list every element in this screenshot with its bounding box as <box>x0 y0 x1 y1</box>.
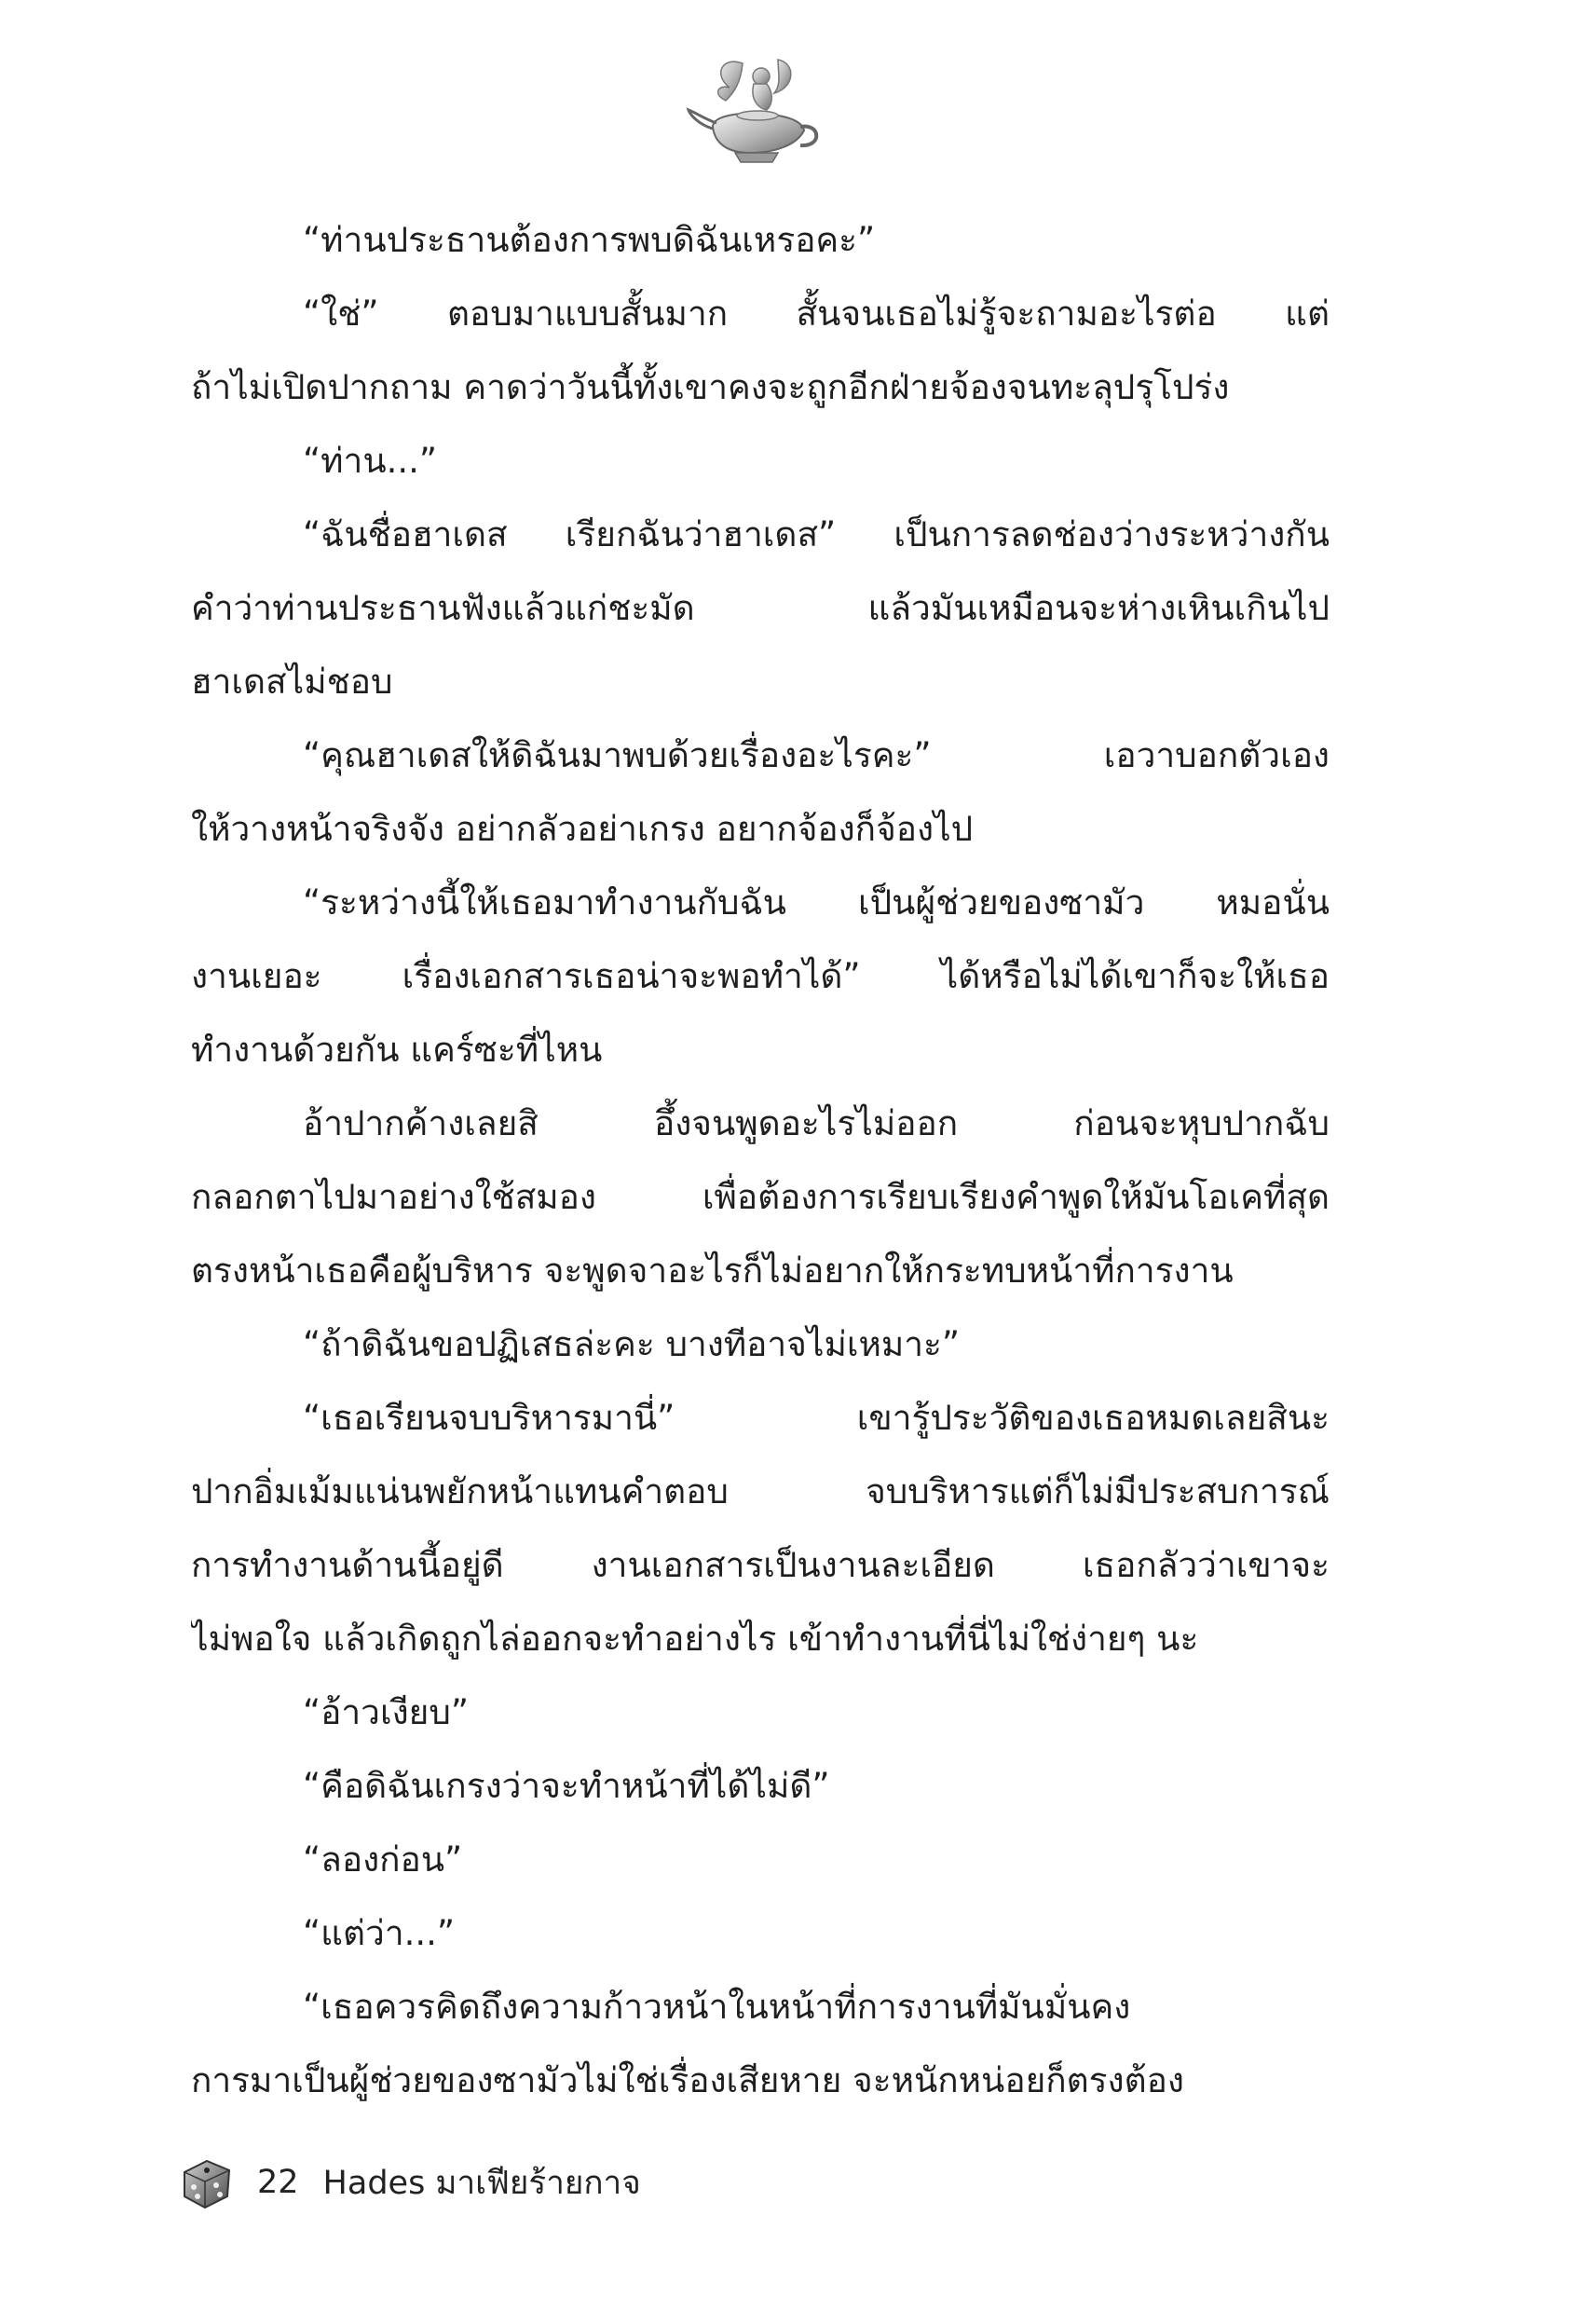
text-line: “ลองก่อน” <box>303 1839 463 1880</box>
text-line: ตรงหน้าเธอคือผู้บริหาร จะพูดจาอะไรก็ไม่อยากให้กระทบหน้าที่การงาน <box>191 1251 1234 1291</box>
book-title: Hades มาเฟียร้ายกาจ <box>322 2164 641 2202</box>
text-line: “คือดิฉันเกรงว่าจะทำหน้าที่ได้ไม่ดี” <box>303 1766 830 1806</box>
text-line: “เธอควรคิดถึงความก้าวหน้าในหน้าที่การงานที่มันมั่นคง <box>303 1987 1131 2027</box>
text-line: กลอกตาไปมาอย่างใช้สมอง เพื่อต้องการเรียบเรียงคำพูดให้มันโอเคที่สุด <box>191 1177 1330 1217</box>
text-line: “ท่าน...” <box>303 441 438 481</box>
cupid-teapot-ornament-icon <box>685 56 825 168</box>
text-line: “ระหว่างนี้ให้เธอมาทำงานกับฉัน เป็นผู้ช่วยของซามัว หมอนั่น <box>303 882 1330 923</box>
text-line: “คุณฮาเดสให้ดิฉันมาพบด้วยเรื่องอะไรคะ” เอวาบอกตัวเอง <box>303 735 1330 775</box>
text-line: “ใช่” ตอบมาแบบสั้นมาก สั้นจนเธอไม่รู้จะถามอะไรต่อ แต่ <box>303 294 1330 334</box>
text-line: ให้วางหน้าจริงจัง อย่ากลัวอย่าเกรง อยากจ้องก็จ้องไป <box>191 809 974 849</box>
dice-icon <box>177 2154 235 2211</box>
text-line: งานเยอะ เรื่องเอกสารเธอน่าจะพอทำได้” ได้หรือไม่ได้เขาก็จะให้เธอ <box>191 956 1330 996</box>
text-line: “ฉันชื่อฮาเดส เรียกฉันว่าฮาเดส” เป็นการลดช่องว่างระหว่างกัน <box>303 514 1330 554</box>
text-line: “ถ้าดิฉันขอปฏิเสธล่ะคะ บางทีอาจไม่เหมาะ” <box>303 1324 961 1364</box>
text-line: ฮาเดสไม่ชอบ <box>191 662 393 702</box>
text-line: “แต่ว่า...” <box>303 1913 456 1953</box>
text-line: การทำงานด้านนี้อยู่ดี งานเอกสารเป็นงานละเอียด เธอกลัวว่าเขาจะ <box>191 1545 1330 1585</box>
text-line: การมาเป็นผู้ช่วยของซามัวไม่ใช่เรื่องเสียหาย จะหนักหน่อยก็ตรงต้อง <box>191 2060 1184 2100</box>
text-line: คำว่าท่านประธานฟังแล้วแก่ชะมัด แล้วมันเหมือนจะห่างเหินเกินไป <box>191 588 1330 628</box>
page-footer <box>177 2154 641 2210</box>
text-line: “เธอเรียนจบบริหารมานี่” เขารู้ประวัติของเธอหมดเลยสินะ <box>303 1398 1330 1438</box>
text-line: ถ้าไม่เปิดปากถาม คาดว่าวันนี้ทั้งเขาคงจะถูกอีกฝ่ายจ้องจนทะลุปรุโปร่ง <box>191 367 1230 407</box>
text-line: อ้าปากค้างเลยสิ อึ้งจนพูดอะไรไม่ออก ก่อนจะหุบปากฉับ <box>303 1103 1330 1143</box>
page-number: 22 <box>257 2164 299 2201</box>
text-line: “อ้าวเงียบ” <box>303 1692 469 1732</box>
body-text <box>191 203 1330 2117</box>
text-line: ไม่พอใจ แล้วเกิดถูกไล่ออกจะทำอย่างไร เข้าทำงานที่นี่ไม่ใช่ง่ายๆ นะ <box>191 1619 1199 1659</box>
text-line: “ท่านประธานต้องการพบดิฉันเหรอคะ” <box>303 220 876 260</box>
text-line: ทำงานด้วยกัน แคร์ซะที่ไหน <box>191 1030 603 1070</box>
text-line: ปากอิ่มเม้มแน่นพยักหน้าแทนคำตอบ จบบริหารแต่ก็ไม่มีประสบการณ์ <box>191 1471 1330 1511</box>
